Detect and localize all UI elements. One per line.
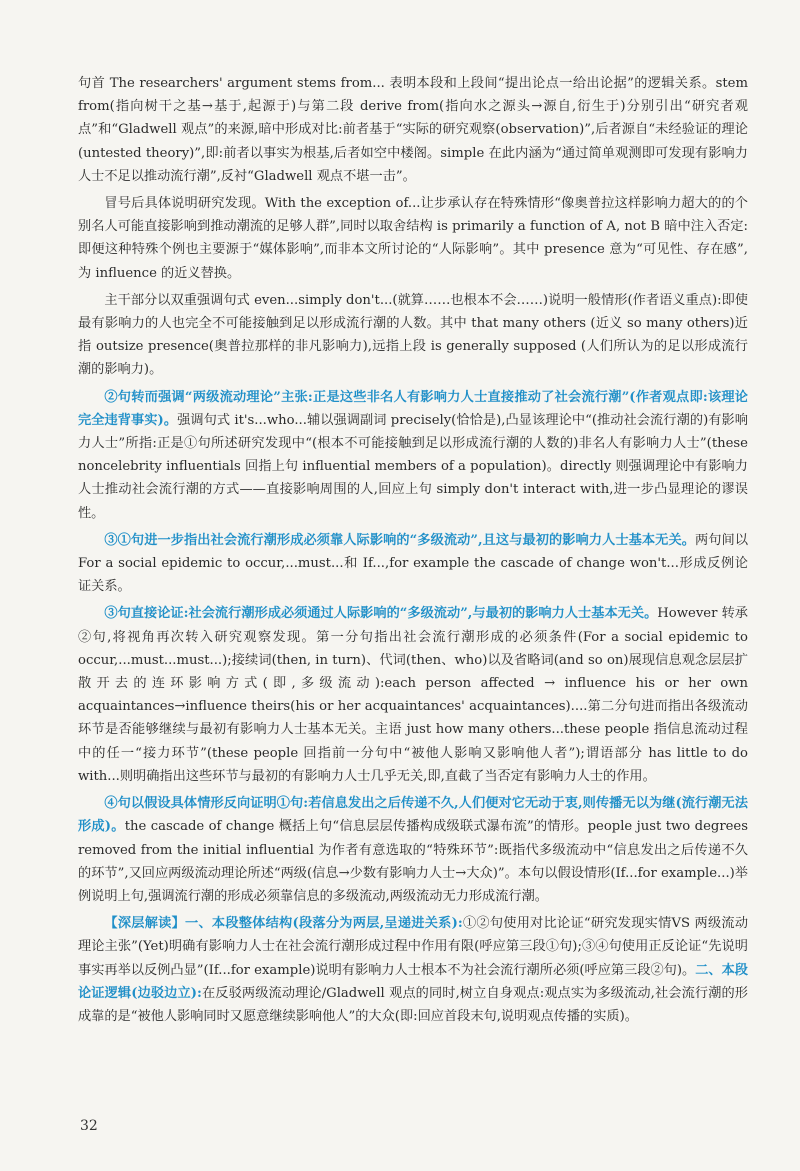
highlighted-text: 【深层解读】一、本段整体结构(段落分为两层,呈递进关系): (104, 916, 463, 932)
highlighted-text: ③句直接论证:社会流行潮形成必须通过人际影响的“多级流动”,与最初的影响力人士基本无关。 (104, 606, 658, 622)
paragraph (78, 386, 748, 525)
paragraph (78, 529, 748, 599)
body-text: 冒号后具体说明研究发现。With the exception of...让步承认存在特殊情形“像奥普拉这样影响力超大的的个别名人可能直接影响到推动潮流的足够人群”,同时以取舍结构 is primarily a function of A, not B 暗中注入否定:即便这种特殊个例也主要源于“媒体影响”,而非本文所讨论的“人际影响”。其中 presence 意为“可见性、存在感”,为 influence 的近义替换。 (78, 196, 748, 281)
page-number: 32 (80, 1118, 98, 1134)
paragraph (78, 602, 748, 788)
body-text: 在反驳两级流动理论/Gladwell 观点的同时,树立自身观点:观点实为多级流动,社会流行潮的形成靠的是“被他人影响同时又愿意继续影响他人”的大众(即:回应首段末句,说明观点传播的实质)。 (78, 985, 748, 1024)
paragraph (78, 792, 748, 908)
document-body (78, 72, 748, 1028)
paragraph (78, 289, 748, 382)
highlighted-text: ④句以假设具体情形反向证明①句:若信息发出之后传递不久,人们便对它无动于衷,则传播无以为继(流行潮无法形成)。 (78, 796, 748, 835)
body-text: ①②句使用对比论证“研究发现实情VS 两级流动理论主张”(Yet)明确有影响力人士在社会流行潮形成过程中作用有限(呼应第三段①句);③④句使用正反论证“先说明事实再举以反例凸显”(If...for example)说明有影响力人士根本不为社会流行潮所必须(呼应第三段②句)。 (78, 916, 749, 978)
body-text: However 转承②句,将视角再次转入研究观察发现。第一分句指出社会流行潮形成的必须条件(For a social epidemic to occur,...must...must...);接续词(then, in turn)、代词(then、who)以及省略词(and so on)展现信息观念层层扩散开去的连环影响方式(即,多级流动):each person affected → influence his or her own acquaintances→influence theirs(his or her acquaintances' acquaintances)....第二分句进而指出各级流动环节是否能够继续与最初有影响力人士基本无关。主语 just how many others...these people 指信息流动过程中的任一“接力环节”(these people 回指前一分句中“被他人影响又影响他人者”);谓语部分 has little to do with...则明确指出这些环节与最初的有影响力人士几乎无关,即,直截了当否定有影响力人士的作用。 (78, 606, 748, 784)
paragraph (78, 912, 748, 1028)
paragraph (78, 192, 748, 285)
body-text: 强调句式 it's...who...辅以强调副词 precisely(恰恰是),凸显该理论中“(推动社会流行潮的)有影响力人士”所指:正是①句所述研究发现中“(根本不可能接触到足以形成流行潮的人数的)非名人有影响力人士”(these noncelebrity influentials 回指上句 influential members of a population)。directly 则强调理论中有影响力人士推动社会流行潮的方式——直接影响周围的人,回应上句 simply don't interact with,进一步凸显理论的谬误性。 (78, 412, 748, 521)
highlighted-text: ②句转而强调“两级流动理论”主张:正是这些非名人有影响力人士直接推动了社会流行潮”(作者观点即:该理论完全违背事实)。 (78, 389, 748, 428)
body-text: the cascade of change 概括上句“信息层层传播构成级联式瀑布流”的情形。people just two degrees removed from the initial influential 为作者有意选取的“特殊环节”:既指代多级流动中“信息发出之后传递不久的环节”,又回应两级流动理论所述“两级(信息→少数有影响力人士→大众)”。本句以假设情形(If...for example...)举例说明上句,强调流行潮的形成必须靠信息的多级流动,两级流动无力形成流行潮。 (78, 819, 748, 904)
highlighted-text: ③①句进一步指出社会流行潮形成必须靠人际影响的“多级流动”,且这与最初的影响力人士基本无关。 (104, 532, 695, 548)
body-text: 两句间以 For a social epidemic to occur,...must...和 If...,for example the cascade of change won't...形成反例论证关系。 (78, 532, 749, 595)
paragraph (78, 72, 748, 188)
body-text: 句首 The researchers' argument stems from... 表明本段和上段间“提出论点一给出论据”的逻辑关系。stem from(指向树干之基→基于,起源于)与第二段 derive from(指向水之源头→源自,衍生于)分别引出“研究者观点”和“Gladwell 观点”的来源,暗中形成对比:前者基于“实际的研究观察(observation)”,后者源自“未经验证的理论(untested theory)”,即:前者以事实为根基,后者如空中楼阁。simple 在此内涵为“通过简单观测即可发现有影响力人士不足以推动流行潮”,反衬“Gladwell 观点不堪一击”。 (78, 76, 748, 184)
body-text: 主干部分以双重强调句式 even...simply don't...(就算……也根本不会……)说明一般情形(作者语义重点):即使最有影响力的人也完全不可能接触到足以形成流行潮的人数。其中 that many others (近义 so many others)近指 outsize presence(奥普拉那样的非凡影响力),远指上段 is generally supposed (人们所认为的足以形成流行潮的影响力)。 (78, 292, 748, 378)
highlighted-text: 二、本段论证逻辑(边驳边立): (78, 962, 748, 1001)
